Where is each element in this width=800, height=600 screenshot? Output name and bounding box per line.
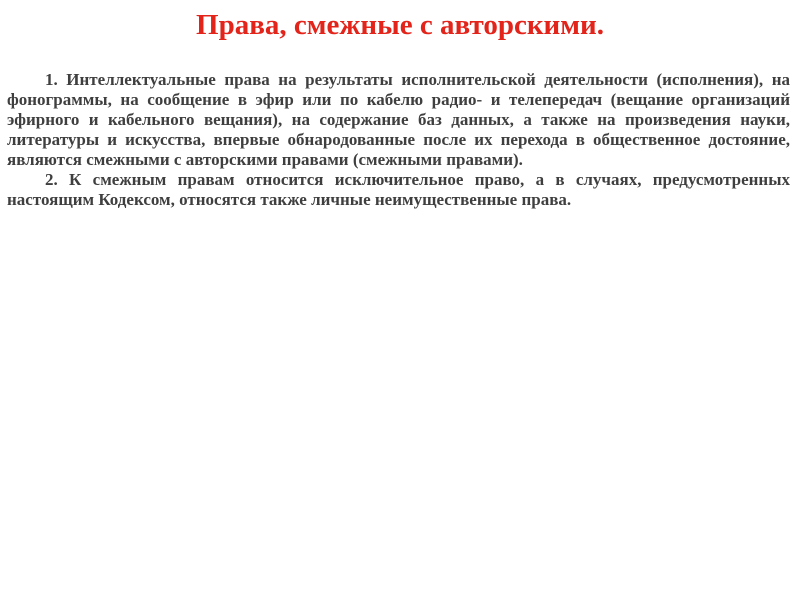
slide-body (7, 70, 790, 210)
paragraph-2: 2. К смежным правам относится исключительное право, а в случаях, предусмотренных настоящим Кодексом, относятся также личные неимущественные права. (7, 170, 790, 209)
paragraph-1: 1. Интеллектуальные права на результаты исполнительской деятельности (исполнения), на фонограммы, на сообщение в эфир или по кабелю радио- и телепередач (вещание организаций эфирного и кабельного вещания), на содержание баз данных, а также на произведения науки, литературы и искусства, впервые обнародованные после их перехода в общественное достояние, являются смежными с авторскими правами (смежными правами). (7, 70, 790, 169)
slide-title: Права, смежные с авторскими. (196, 9, 604, 41)
